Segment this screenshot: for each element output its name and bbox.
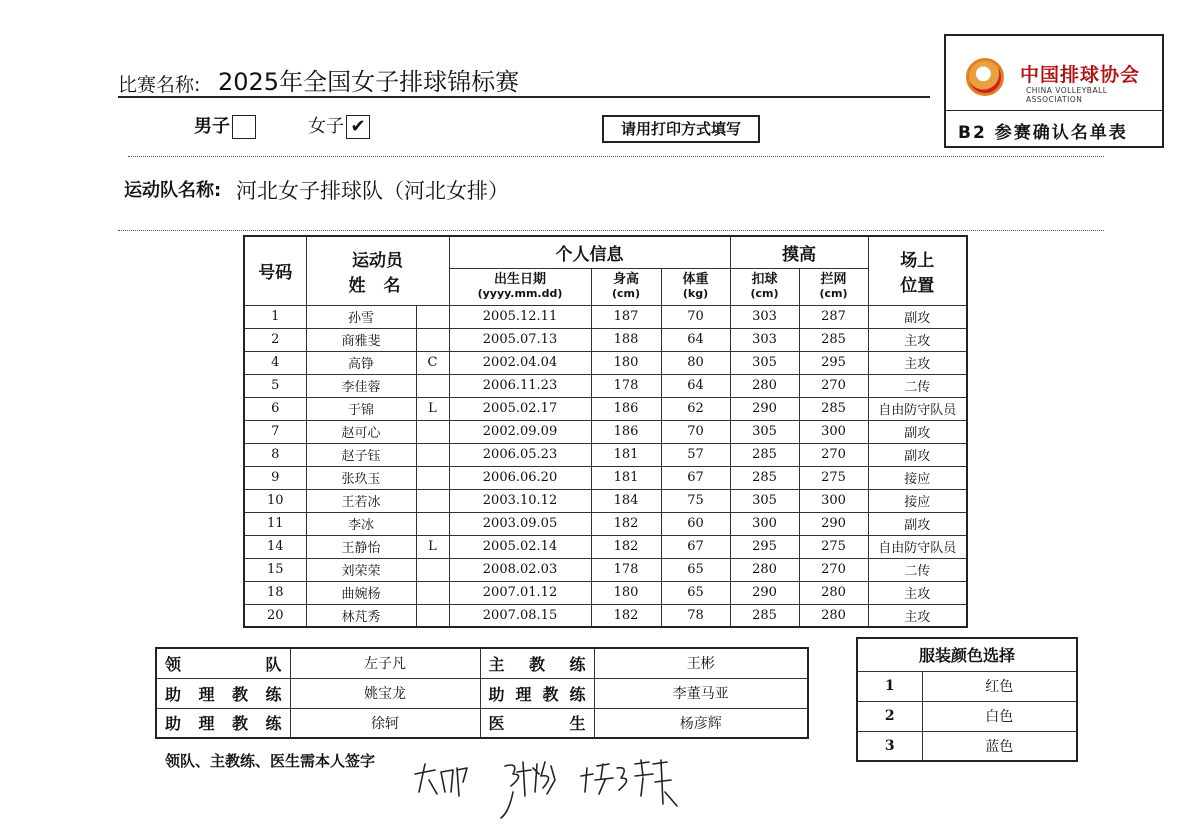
player-role	[416, 604, 449, 627]
table-row	[244, 420, 967, 443]
player-block: 285	[799, 397, 868, 420]
player-number: 9	[244, 466, 306, 489]
player-height: 178	[591, 558, 661, 581]
staff-role	[156, 648, 290, 678]
player-name: 赵可心	[306, 420, 416, 443]
logo-english-name: CHINA VOLLEYBALL ASSOCIATION	[1026, 86, 1108, 104]
player-birth: 2006.05.23	[449, 443, 591, 466]
player-number: 8	[244, 443, 306, 466]
handwritten-signatures	[405, 752, 705, 822]
player-block: 300	[799, 420, 868, 443]
player-spike: 280	[730, 374, 799, 397]
player-spike: 285	[730, 604, 799, 627]
player-block: 290	[799, 512, 868, 535]
player-position: 副攻	[868, 443, 967, 466]
player-number: 20	[244, 604, 306, 627]
player-birth: 2006.11.23	[449, 374, 591, 397]
player-weight: 70	[661, 305, 730, 328]
player-birth: 2002.04.04	[449, 351, 591, 374]
player-name: 王静怡	[306, 535, 416, 558]
player-position: 二传	[868, 558, 967, 581]
player-number: 11	[244, 512, 306, 535]
player-birth: 2008.02.03	[449, 558, 591, 581]
player-weight: 78	[661, 604, 730, 627]
player-block: 275	[799, 466, 868, 489]
player-block: 300	[799, 489, 868, 512]
table-row	[244, 604, 967, 627]
player-role	[416, 489, 449, 512]
player-number: 6	[244, 397, 306, 420]
player-role	[416, 558, 449, 581]
header-weight	[661, 268, 730, 305]
staff-role-char: 助	[165, 684, 182, 704]
staff-role	[480, 708, 594, 738]
staff-role	[480, 678, 594, 708]
table-row	[244, 489, 967, 512]
player-weight: 80	[661, 351, 730, 374]
staff-role-char: 教	[542, 684, 559, 704]
player-number: 2	[244, 328, 306, 351]
uniform-option-color: 红色	[922, 671, 1077, 701]
player-position: 副攻	[868, 305, 967, 328]
player-name: 于锦	[306, 397, 416, 420]
uniform-color-table	[856, 637, 1078, 762]
player-spike: 300	[730, 512, 799, 535]
staff-role	[156, 708, 290, 738]
player-spike: 303	[730, 328, 799, 351]
team-label: 运动队名称:	[124, 180, 222, 201]
header-position-line1: 场上	[900, 250, 935, 271]
player-weight: 62	[661, 397, 730, 420]
table-row	[244, 466, 967, 489]
player-birth: 2007.01.12	[449, 581, 591, 604]
player-position: 自由防守队员	[868, 397, 967, 420]
table-row	[244, 374, 967, 397]
player-birth: 2007.08.15	[449, 604, 591, 627]
header-athlete-line2: 姓 名	[348, 275, 407, 296]
staff-name: 王彬	[594, 648, 808, 678]
staff-role-char: 教	[528, 654, 545, 674]
dotted-divider	[118, 230, 1104, 231]
player-role: L	[416, 535, 449, 558]
player-role	[416, 420, 449, 443]
logo-box	[944, 34, 1164, 148]
header-athlete	[306, 236, 449, 305]
player-height: 180	[591, 351, 661, 374]
player-position: 接应	[868, 489, 967, 512]
player-position: 主攻	[868, 328, 967, 351]
player-role	[416, 443, 449, 466]
uniform-option-color: 蓝色	[922, 731, 1077, 761]
staff-role	[480, 648, 594, 678]
header-spike-unit: (cm)	[750, 286, 779, 300]
staff-role-char: 教	[231, 714, 248, 734]
player-spike: 290	[730, 581, 799, 604]
volleyball-logo-icon	[966, 58, 1004, 96]
uniform-title: 服装颜色选择	[857, 638, 1077, 671]
player-number: 7	[244, 420, 306, 443]
staff-role	[156, 678, 290, 708]
table-row	[244, 443, 967, 466]
player-height: 182	[591, 512, 661, 535]
player-birth: 2005.02.14	[449, 535, 591, 558]
header-block	[799, 268, 868, 305]
player-weight: 65	[661, 558, 730, 581]
player-position: 接应	[868, 466, 967, 489]
gender-female-label: 女子	[308, 116, 344, 137]
header-height	[591, 268, 661, 305]
player-birth: 2002.09.09	[449, 420, 591, 443]
header-weight-label: 体重	[682, 271, 709, 287]
header-birth-date-format: (yyyy.mm.dd)	[477, 286, 563, 300]
header-weight-unit: (kg)	[682, 286, 709, 300]
header-athlete-line1: 运动员	[352, 250, 403, 271]
staff-name: 杨彦辉	[594, 708, 808, 738]
table-row	[244, 305, 967, 328]
player-height: 181	[591, 443, 661, 466]
player-height: 178	[591, 374, 661, 397]
player-position: 自由防守队员	[868, 535, 967, 558]
player-position: 主攻	[868, 581, 967, 604]
player-block: 285	[799, 328, 868, 351]
player-birth: 2006.06.20	[449, 466, 591, 489]
player-weight: 70	[661, 420, 730, 443]
uniform-option-number: 3	[857, 731, 922, 761]
female-checkbox[interactable]: ✔	[346, 115, 370, 139]
player-number: 15	[244, 558, 306, 581]
player-weight: 65	[661, 581, 730, 604]
player-height: 182	[591, 535, 661, 558]
player-height: 182	[591, 604, 661, 627]
player-position: 主攻	[868, 351, 967, 374]
staff-role-char: 队	[265, 654, 282, 674]
uniform-option-row	[857, 731, 1077, 761]
player-name: 林芃秀	[306, 604, 416, 627]
player-role: C	[416, 351, 449, 374]
player-birth: 2003.09.05	[449, 512, 591, 535]
player-number: 14	[244, 535, 306, 558]
player-name: 李佳蓉	[306, 374, 416, 397]
player-block: 280	[799, 581, 868, 604]
staff-name: 徐轲	[290, 708, 480, 738]
player-spike: 285	[730, 466, 799, 489]
player-weight: 57	[661, 443, 730, 466]
staff-role-char: 练	[265, 684, 282, 704]
player-role	[416, 581, 449, 604]
competition-name: 2025年全国女子排球锦标赛	[218, 68, 520, 96]
signature-note: 领队、主教练、医生需本人签字	[165, 752, 376, 770]
staff-row	[156, 648, 808, 678]
player-height: 180	[591, 581, 661, 604]
player-position: 主攻	[868, 604, 967, 627]
player-block: 270	[799, 374, 868, 397]
player-spike: 305	[730, 351, 799, 374]
staff-row	[156, 708, 808, 738]
player-spike: 303	[730, 305, 799, 328]
player-weight: 64	[661, 328, 730, 351]
gender-female	[308, 112, 370, 139]
player-spike: 280	[730, 558, 799, 581]
player-weight: 67	[661, 466, 730, 489]
staff-role-char: 医	[488, 714, 505, 734]
staff-role-char: 练	[569, 654, 586, 674]
staff-name: 李董马亚	[594, 678, 808, 708]
header-block-unit: (cm)	[819, 286, 848, 300]
uniform-option-color: 白色	[922, 701, 1077, 731]
table-row	[244, 512, 967, 535]
header-block-label: 拦网	[820, 271, 847, 287]
player-block: 287	[799, 305, 868, 328]
header-spike-label: 扣球	[751, 271, 778, 287]
staff-name: 左子凡	[290, 648, 480, 678]
player-role	[416, 305, 449, 328]
staff-row	[156, 678, 808, 708]
competition-label: 比赛名称:	[118, 74, 201, 96]
player-name: 李冰	[306, 512, 416, 535]
player-spike: 305	[730, 420, 799, 443]
player-name: 张玖玉	[306, 466, 416, 489]
table-row	[244, 581, 967, 604]
player-role	[416, 466, 449, 489]
table-row	[244, 328, 967, 351]
gender-male-label: 男子	[194, 116, 230, 137]
staff-role-char: 练	[569, 684, 586, 704]
player-block: 280	[799, 604, 868, 627]
player-number: 4	[244, 351, 306, 374]
staff-table	[155, 647, 809, 739]
staff-body	[156, 648, 808, 738]
form-title: B2 参赛确认名单表	[958, 123, 1128, 143]
header-birth-date-label: 出生日期	[493, 271, 546, 287]
male-checkbox[interactable]	[232, 115, 256, 139]
player-height: 186	[591, 420, 661, 443]
player-birth: 2005.07.13	[449, 328, 591, 351]
staff-role-char: 教	[231, 684, 248, 704]
header-position-line2: 位置	[900, 275, 935, 296]
player-height: 181	[591, 466, 661, 489]
staff-role-char: 主	[488, 654, 505, 674]
header-position	[868, 236, 967, 305]
header-personal-info: 个人信息	[449, 236, 730, 268]
signature-doctor	[581, 760, 677, 806]
uniform-option-row	[857, 671, 1077, 701]
player-role	[416, 374, 449, 397]
logo-divider	[946, 110, 1162, 111]
table-row	[244, 397, 967, 420]
player-role	[416, 328, 449, 351]
player-position: 副攻	[868, 512, 967, 535]
player-position: 二传	[868, 374, 967, 397]
player-weight: 67	[661, 535, 730, 558]
table-row	[244, 351, 967, 374]
dotted-divider	[128, 156, 1104, 157]
header-spike	[730, 268, 799, 305]
player-number: 5	[244, 374, 306, 397]
player-height: 187	[591, 305, 661, 328]
player-name: 商雅斐	[306, 328, 416, 351]
uniform-options	[857, 671, 1077, 761]
player-spike: 290	[730, 397, 799, 420]
logo-chinese-name: 中国排球协会	[1020, 64, 1141, 86]
staff-role-char: 理	[198, 684, 215, 704]
player-name: 刘荣荣	[306, 558, 416, 581]
player-position: 副攻	[868, 420, 967, 443]
player-height: 186	[591, 397, 661, 420]
player-role: L	[416, 397, 449, 420]
player-weight: 75	[661, 489, 730, 512]
header-number: 号码	[244, 236, 306, 305]
player-height: 188	[591, 328, 661, 351]
player-number: 18	[244, 581, 306, 604]
table-row	[244, 558, 967, 581]
signature-team-leader	[415, 764, 467, 796]
player-block: 275	[799, 535, 868, 558]
gender-male	[194, 112, 256, 139]
staff-role-char: 理	[515, 684, 532, 704]
staff-name: 姚宝龙	[290, 678, 480, 708]
staff-role-char: 助	[165, 714, 182, 734]
header-birth-date	[449, 268, 591, 305]
header-height-unit: (cm)	[611, 286, 641, 300]
player-spike: 285	[730, 443, 799, 466]
player-height: 184	[591, 489, 661, 512]
player-name: 王若冰	[306, 489, 416, 512]
staff-role-char: 助	[488, 684, 505, 704]
uniform-option-number: 2	[857, 701, 922, 731]
player-birth: 2003.10.12	[449, 489, 591, 512]
player-block: 270	[799, 443, 868, 466]
header-reach: 摸高	[730, 236, 868, 268]
signature-head-coach	[501, 762, 555, 818]
table-row	[244, 535, 967, 558]
player-spike: 305	[730, 489, 799, 512]
player-name: 曲婉杨	[306, 581, 416, 604]
player-name: 孙雪	[306, 305, 416, 328]
player-weight: 60	[661, 512, 730, 535]
player-role	[416, 512, 449, 535]
player-number: 10	[244, 489, 306, 512]
staff-role-char: 练	[265, 714, 282, 734]
player-block: 295	[799, 351, 868, 374]
uniform-option-number: 1	[857, 671, 922, 701]
print-instruction-box: 请用打印方式填写	[602, 115, 760, 143]
roster-body	[244, 305, 967, 627]
uniform-option-row	[857, 701, 1077, 731]
player-weight: 64	[661, 374, 730, 397]
roster-table	[243, 235, 968, 628]
player-birth: 2005.12.11	[449, 305, 591, 328]
player-block: 270	[799, 558, 868, 581]
team-name: 河北女子排球队（河北女排）	[236, 179, 509, 203]
staff-role-char: 领	[165, 654, 182, 674]
player-name: 赵子钰	[306, 443, 416, 466]
player-number: 1	[244, 305, 306, 328]
player-name: 高铮	[306, 351, 416, 374]
header-height-label: 身高	[612, 271, 639, 287]
player-birth: 2005.02.17	[449, 397, 591, 420]
player-spike: 295	[730, 535, 799, 558]
staff-role-char: 生	[569, 714, 586, 734]
staff-role-char: 理	[198, 714, 215, 734]
